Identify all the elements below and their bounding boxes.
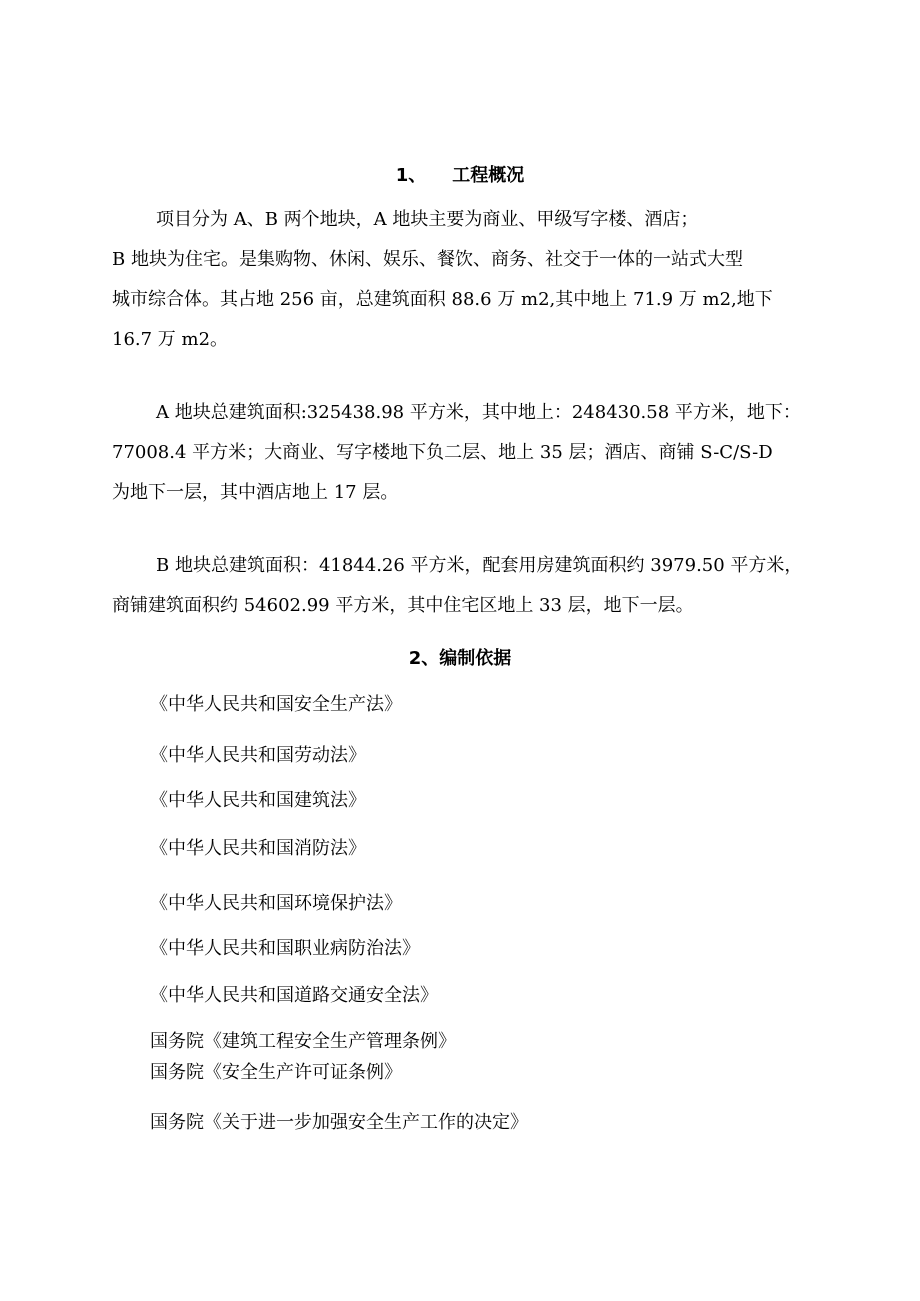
section-heading-basis <box>0 647 920 671</box>
reference-item: 国务院《关于进一步加强安全生产工作的决定》 <box>150 1112 528 1133</box>
paragraph-line: B 地块为住宅。是集购物、休闲、娱乐、餐饮、商务、社交于一体的一站式大型 <box>112 249 743 270</box>
paragraph-line: 商铺建筑面积约 54602.99 平方米，其中住宅区地上 33 层，地下一层。 <box>112 595 694 616</box>
section-title: 工程概况 <box>452 165 525 186</box>
paragraph-line: 16.7 万 m2。 <box>112 329 229 350</box>
overview-paragraph-3 <box>112 546 824 626</box>
overview-paragraph-1 <box>112 200 824 360</box>
paragraph-line: 项目分为 A、B 两个地块，A 地块主要为商业、甲级写字楼、酒店； <box>156 209 699 230</box>
section-number: 1、 <box>395 165 427 186</box>
reference-item: 国务院《建筑工程安全生产管理条例》 <box>150 1031 456 1052</box>
paragraph-line: 77008.4 平方米；大商业、写字楼地下负二层、地上 35 层；酒店、商铺 S-C/S-D <box>112 442 773 463</box>
reference-item: 《中华人民共和国建筑法》 <box>150 790 366 811</box>
paragraph-line: 城市综合体。其占地 256 亩，总建筑面积 88.6 万 m2,其中地上 71.9 万 m2,地下 <box>112 289 773 310</box>
reference-item: 《中华人民共和国安全生产法》 <box>150 694 402 715</box>
reference-item: 《中华人民共和国劳动法》 <box>150 745 366 766</box>
reference-item: 《中华人民共和国环境保护法》 <box>150 893 402 914</box>
reference-item: 《中华人民共和国消防法》 <box>150 838 366 859</box>
reference-item: 《中华人民共和国职业病防治法》 <box>150 938 420 959</box>
reference-item: 国务院《安全生产许可证条例》 <box>150 1062 402 1083</box>
reference-item: 《中华人民共和国道路交通安全法》 <box>150 985 438 1006</box>
paragraph-line: A 地块总建筑面积:325438.98 平方米，其中地上：248430.58 平方米，地下： <box>156 402 801 423</box>
paragraph-line: 为地下一层，其中酒店地上 17 层。 <box>112 482 399 503</box>
section-heading-overview <box>0 164 920 188</box>
overview-paragraph-2 <box>112 393 824 513</box>
section-title: 2、编制依据 <box>408 648 512 669</box>
paragraph-line: B 地块总建筑面积：41844.26 平方米，配套用房建筑面积约 3979.50 平方米， <box>156 555 803 576</box>
